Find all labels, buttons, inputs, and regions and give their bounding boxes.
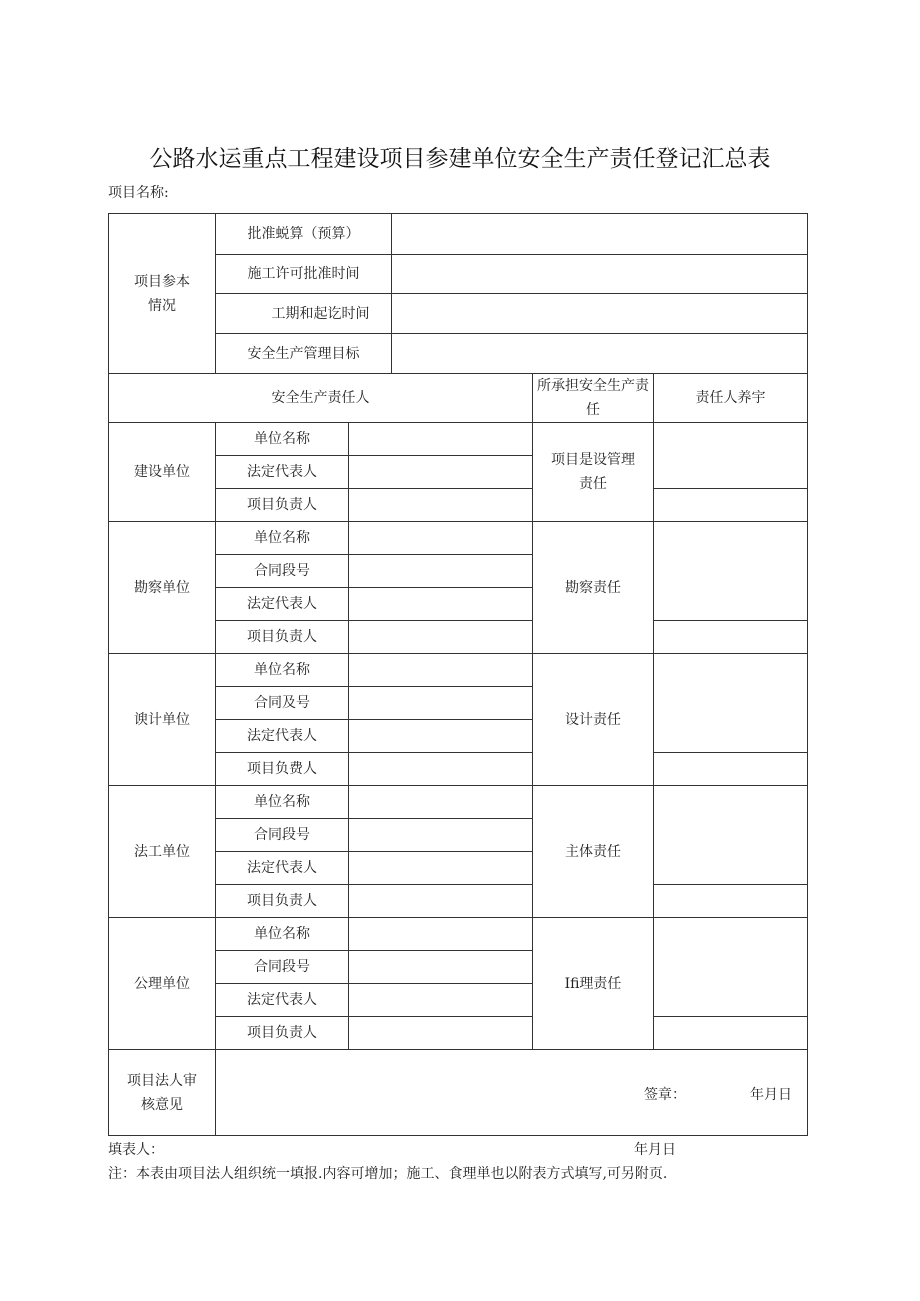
unit-field-value[interactable] [349, 753, 533, 786]
page-title: 公路水运重点工程建设项目参建单位安全生产责任登记汇总表 [149, 146, 771, 172]
unit-field-label: 法定代表人 [216, 588, 349, 621]
unit-signature-extra[interactable] [654, 885, 808, 918]
unit-field-label: 单位名称 [216, 522, 349, 555]
unit-field-label: 法定代表人 [216, 852, 349, 885]
basic-info-row-label: 安全生产管理目标 [216, 334, 392, 374]
registration-table [108, 213, 808, 1136]
unit-field-label: 单位名称 [216, 786, 349, 819]
approval-sign-label: 签章： [644, 1087, 686, 1103]
unit-field-value[interactable] [349, 918, 533, 951]
basic-info-label-text: 项目参本情况 [134, 273, 190, 314]
unit-field-label: 法定代表人 [216, 456, 349, 489]
unit-signature-extra[interactable] [654, 489, 808, 522]
unit-field-label: 合同段号 [216, 555, 349, 588]
unit-field-value[interactable] [349, 654, 533, 687]
filler-label: 填表人： [108, 1142, 164, 1158]
unit-field-label: 合同段号 [216, 819, 349, 852]
unit-field-value[interactable] [349, 489, 533, 522]
unit-signature[interactable] [654, 786, 808, 885]
unit-field-value[interactable] [349, 456, 533, 489]
unit-signature[interactable] [654, 918, 808, 1017]
unit-signature-extra[interactable] [654, 753, 808, 786]
unit-responsibility [533, 423, 654, 522]
unit-field-label: 项目负责人 [216, 621, 349, 654]
approval-label-text: 项目法人审核意见 [127, 1072, 197, 1113]
filler-date-label: 年月日 [634, 1142, 676, 1158]
unit-field-label: 单位名称 [216, 918, 349, 951]
unit-name: 建设单位 [109, 423, 216, 522]
unit-field-label: 单位名称 [216, 654, 349, 687]
header-assumed-responsibility-text: 所承担安全生产责任 [537, 378, 649, 418]
unit-signature-extra[interactable] [654, 1017, 808, 1050]
unit-signature[interactable] [654, 423, 808, 489]
unit-name: 谀计单位 [109, 654, 216, 786]
unit-field-value[interactable] [349, 588, 533, 621]
header-responsible-person: 安全生产责任人 [109, 374, 533, 423]
unit-responsibility: 勘察责任 [533, 522, 654, 654]
unit-field-value[interactable] [349, 786, 533, 819]
unit-field-label: 项目负责人 [216, 885, 349, 918]
approval-area[interactable] [216, 1050, 808, 1136]
unit-field-value[interactable] [349, 423, 533, 456]
unit-responsibility-text: 项目是设管理责任 [551, 452, 635, 492]
unit-field-value[interactable] [349, 885, 533, 918]
header-assumed-responsibility [533, 374, 654, 423]
unit-field-label: 单位名称 [216, 423, 349, 456]
unit-field-label: 项目负费人 [216, 753, 349, 786]
unit-field-label: 合同及号 [216, 687, 349, 720]
unit-field-value[interactable] [349, 621, 533, 654]
unit-field-label: 法定代表人 [216, 720, 349, 753]
approval-date-label: 年月日 [750, 1087, 792, 1103]
basic-info-row-label: 施工许可批准时间 [216, 255, 392, 294]
approval-label [109, 1050, 216, 1136]
unit-field-value[interactable] [349, 687, 533, 720]
unit-responsibility: Ifi理责任 [533, 918, 654, 1050]
basic-info-row-label: 批准蜕算（预算） [216, 214, 392, 255]
unit-responsibility: 设计责任 [533, 654, 654, 786]
basic-info-label [109, 214, 216, 374]
unit-field-value[interactable] [349, 984, 533, 1017]
unit-signature[interactable] [654, 654, 808, 753]
header-signature: 责任人养宇 [654, 374, 808, 423]
unit-field-label: 项目负责人 [216, 489, 349, 522]
basic-info-value[interactable] [392, 214, 808, 255]
basic-info-value[interactable] [392, 294, 808, 334]
unit-name: 法工单位 [109, 786, 216, 918]
unit-field-value[interactable] [349, 720, 533, 753]
project-name-label: 项目名称: [108, 185, 169, 201]
unit-field-value[interactable] [349, 522, 533, 555]
unit-name: 公理单位 [109, 918, 216, 1050]
unit-field-value[interactable] [349, 819, 533, 852]
basic-info-row-label: 工期和起讫时间 [216, 294, 392, 334]
unit-field-label: 合同段号 [216, 951, 349, 984]
unit-responsibility: 主体责任 [533, 786, 654, 918]
unit-signature[interactable] [654, 522, 808, 621]
unit-field-value[interactable] [349, 1017, 533, 1050]
unit-signature-extra[interactable] [654, 621, 808, 654]
footnote: 注：本表由项目法人组织统一填报.内容可增加；施工、食理単也以附表方式填写,可另附页. [108, 1166, 668, 1182]
unit-name: 勘察单位 [109, 522, 216, 654]
basic-info-value[interactable] [392, 255, 808, 294]
unit-field-label: 法定代表人 [216, 984, 349, 1017]
unit-field-value[interactable] [349, 555, 533, 588]
unit-field-value[interactable] [349, 951, 533, 984]
unit-field-label: 项目负责人 [216, 1017, 349, 1050]
unit-field-value[interactable] [349, 852, 533, 885]
basic-info-value[interactable] [392, 334, 808, 374]
